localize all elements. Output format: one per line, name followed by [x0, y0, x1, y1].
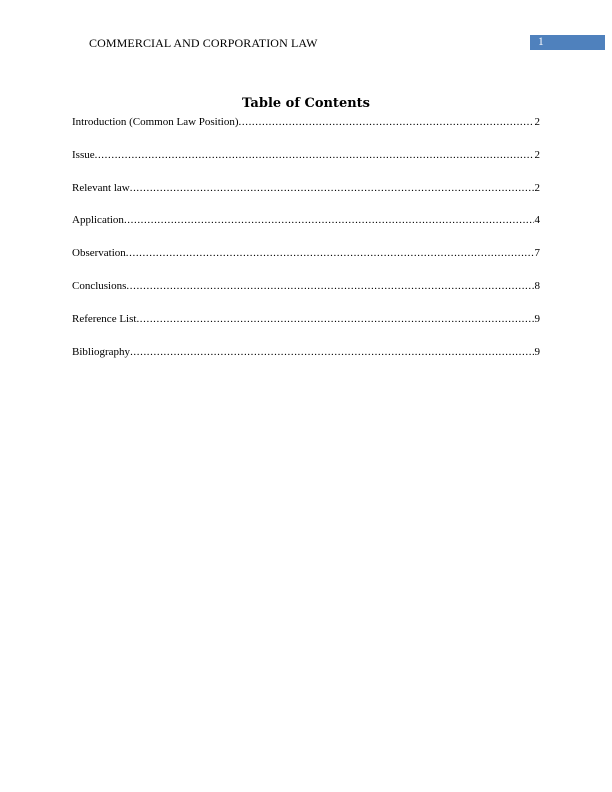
toc-entry-bibliography[interactable]: [72, 344, 540, 360]
toc-entry-introduction[interactable]: [72, 114, 540, 130]
toc-entry-label: Relevant law: [72, 181, 130, 194]
toc-entry-page: 2: [534, 181, 540, 194]
toc-entry-page: 2: [534, 116, 540, 128]
toc-entry-application[interactable]: [72, 212, 540, 228]
dot-leader: [130, 344, 533, 360]
toc-entry-label: Reference List: [72, 312, 137, 325]
page-number: 1: [538, 36, 544, 48]
dot-leader: [136, 311, 533, 327]
toc-entry-label: Observation: [72, 247, 126, 260]
page-number-badge: [530, 35, 605, 50]
toc-entry-label: Issue: [72, 148, 95, 161]
running-header-title: COMMERCIAL AND CORPORATION LAW: [89, 36, 318, 50]
toc-entry-reference-list[interactable]: [72, 311, 540, 327]
toc-entry-page: 9: [534, 312, 540, 325]
toc-heading: Table of Contents: [242, 96, 370, 111]
dot-leader: [239, 114, 534, 130]
toc-entry-relevant-law[interactable]: [72, 180, 540, 196]
toc-entry-conclusions[interactable]: [72, 278, 540, 294]
toc-entry-page: 9: [534, 345, 540, 358]
dot-leader: [126, 278, 533, 294]
table-of-contents: [72, 114, 540, 376]
toc-entry-label: Application: [72, 214, 124, 227]
toc-entry-issue[interactable]: [72, 147, 540, 163]
toc-entry-page: 4: [534, 214, 540, 227]
toc-entry-label: Conclusions: [72, 279, 127, 292]
toc-entry-label: Bibliography: [72, 345, 131, 358]
toc-entry-page: 8: [534, 279, 540, 292]
dot-leader: [95, 147, 534, 163]
dot-leader: [130, 180, 534, 196]
toc-entry-page: 7: [534, 247, 540, 260]
toc-entry-page: 2: [534, 148, 540, 161]
dot-leader: [126, 245, 534, 261]
toc-entry-observation[interactable]: [72, 245, 540, 261]
dot-leader: [124, 212, 534, 228]
toc-entry-label: Introduction (Common Law Position): [72, 116, 239, 128]
